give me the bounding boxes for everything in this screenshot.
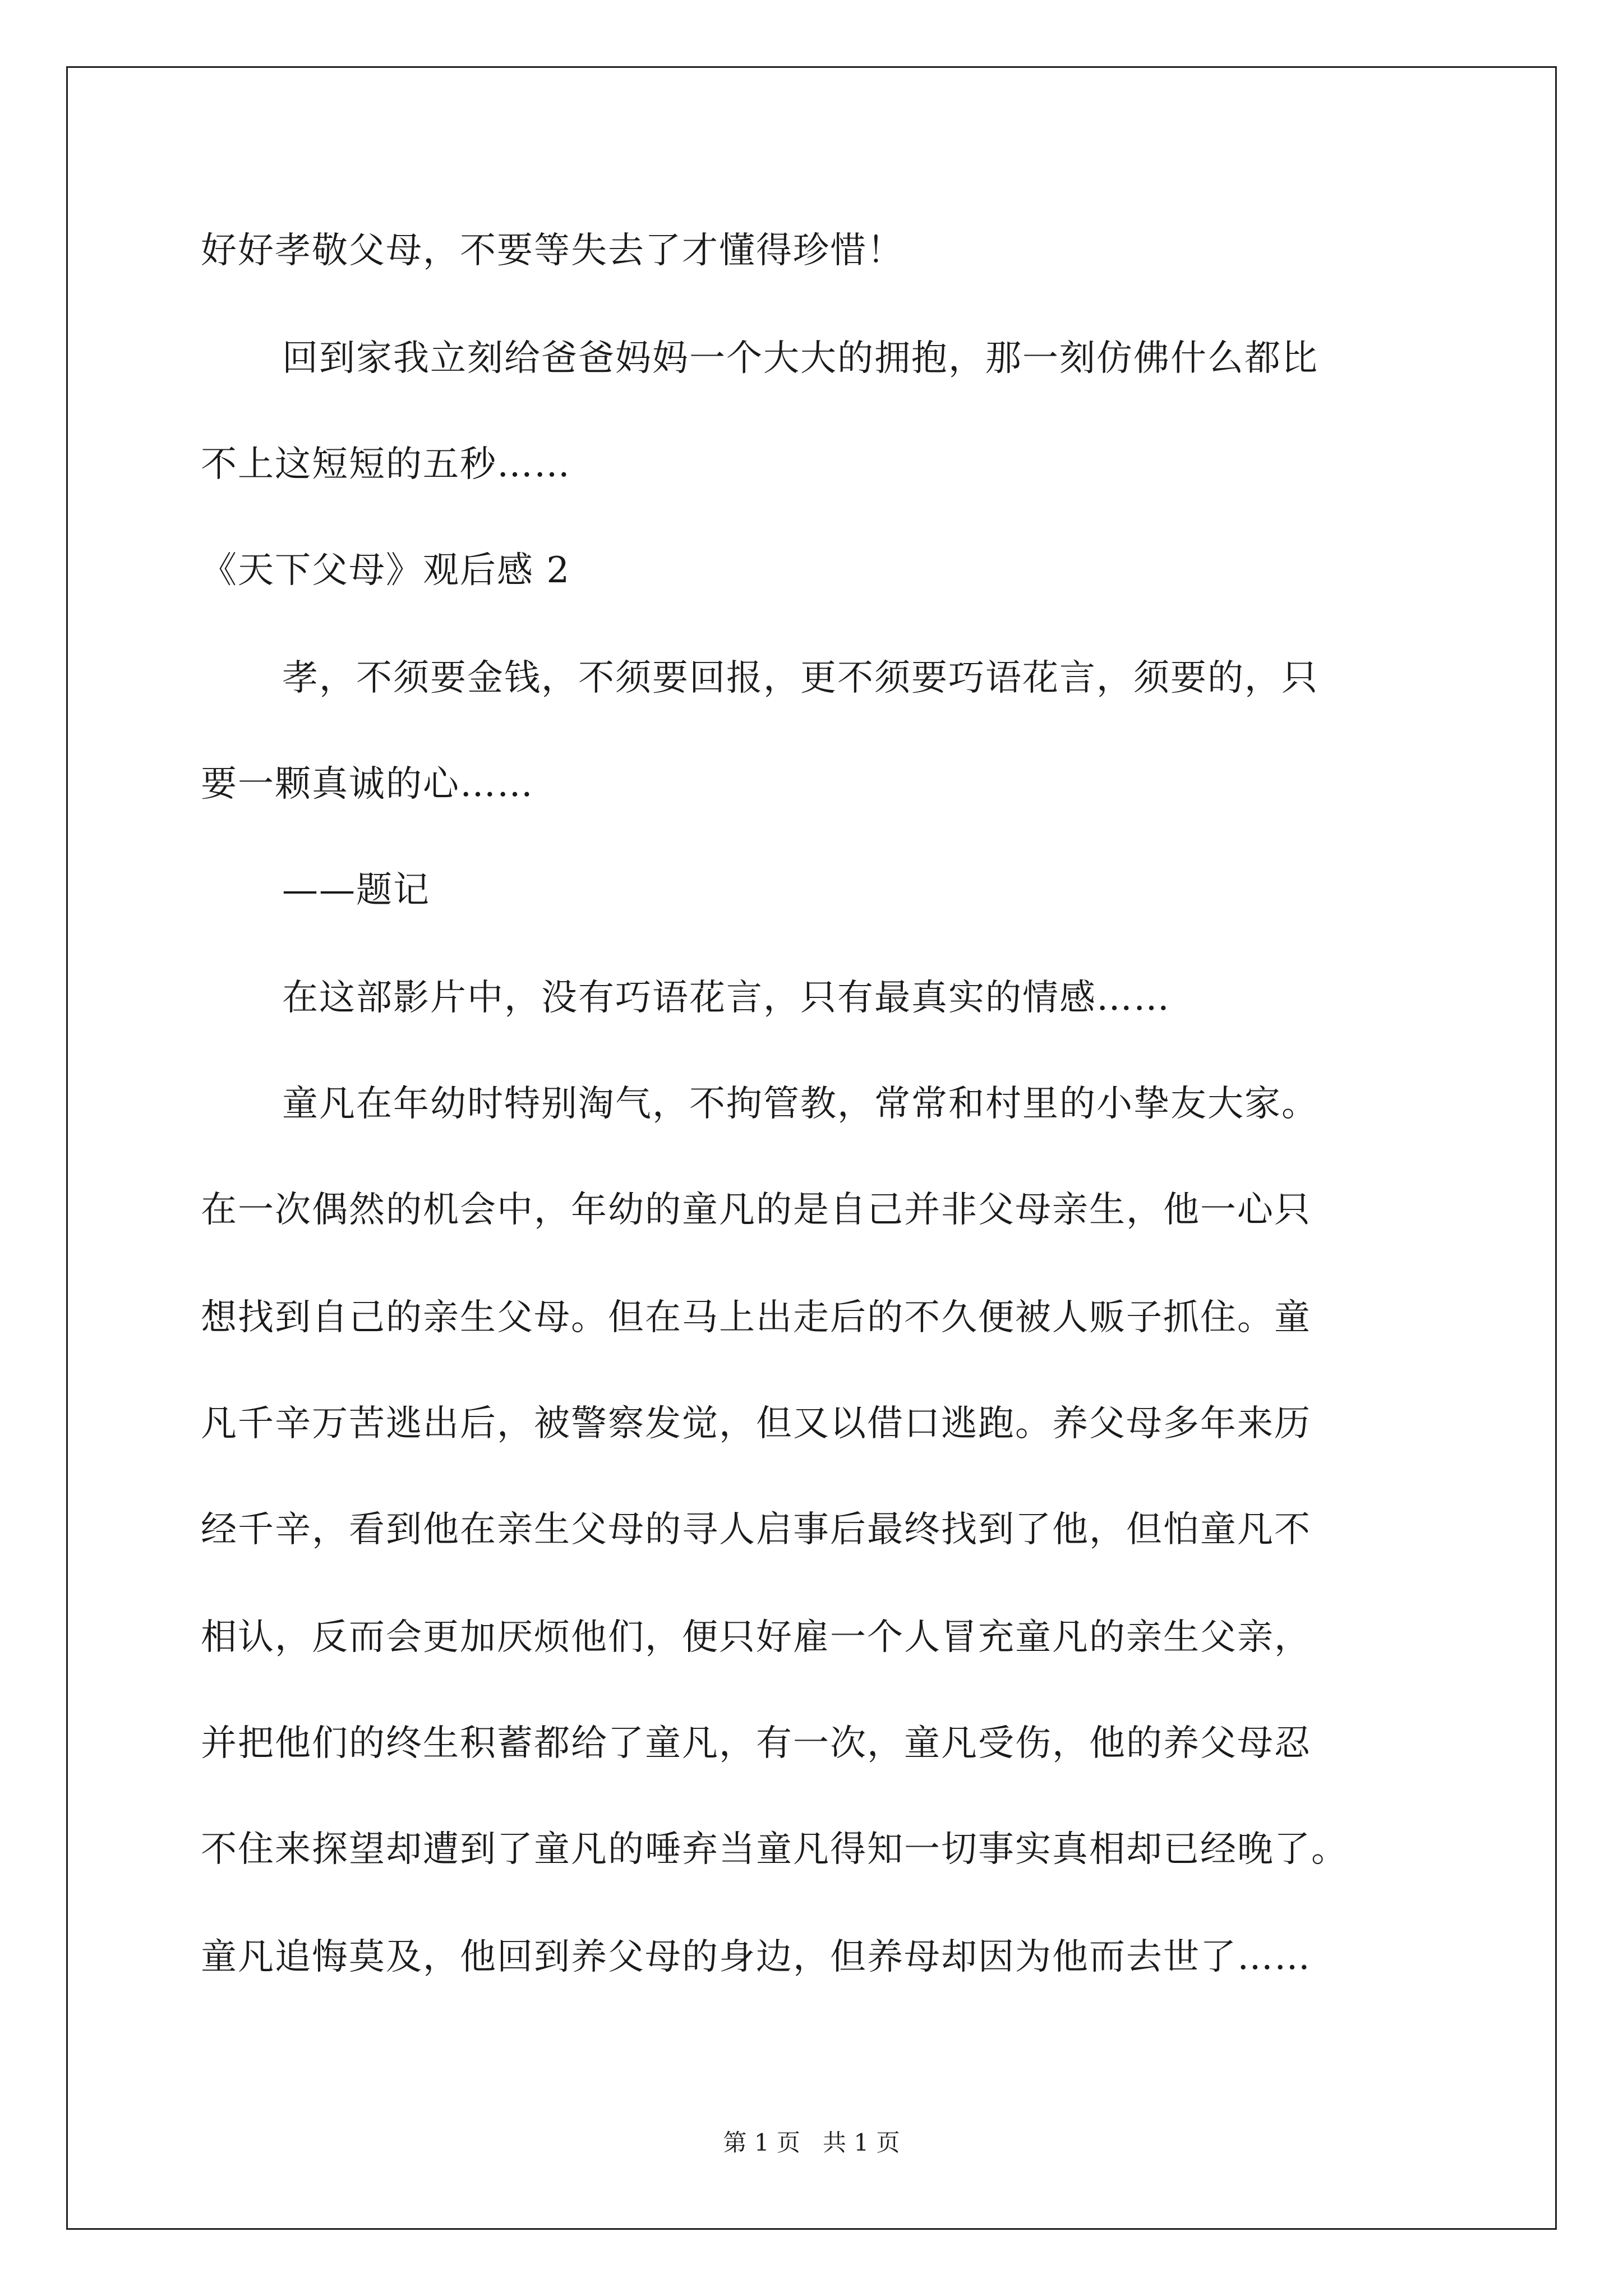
paragraph-line: 不上这短短的五秒…… xyxy=(201,444,571,485)
paragraph-line: 要一颗真诚的心…… xyxy=(201,763,534,805)
section-heading: 《天下父母》观后感 2 xyxy=(201,550,571,591)
paragraph-line: 好好孝敬父母，不要等失去了才懂得珍惜！ xyxy=(201,230,904,272)
paragraph-line: 在一次偶然的机会中，年幼的童凡的是自己并非父母亲生，他一心只 xyxy=(201,1189,1311,1231)
paragraph-line: 童凡追悔莫及，他回到养父母的身边，但养母却因为他而去世了…… xyxy=(201,1936,1311,1978)
page-footer: 第 1 页 共 1 页 xyxy=(723,2129,900,2156)
paragraph-line: 相认，反而会更加厌烦他们，便只好雇一个人冒充童凡的亲生父亲， xyxy=(201,1617,1311,1658)
paragraph-line: 凡千辛万苦逃出后，被警察发觉，但又以借口逃跑。养父母多年来历 xyxy=(201,1403,1311,1444)
paragraph-line: 并把他们的终生积蓄都给了童凡，有一次，童凡受伤，他的养父母忍 xyxy=(201,1723,1311,1764)
paragraph-line: 想找到自己的亲生父母。但在马上出走后的不久便被人贩子抓住。童 xyxy=(201,1297,1311,1338)
paragraph-line: 在这部影片中，没有巧语花言，只有最真实的情感…… xyxy=(282,977,1170,1019)
paragraph-line: 经千辛，看到他在亲生父母的寻人启事后最终找到了他，但怕童凡不 xyxy=(201,1509,1311,1550)
epigraph-attribution: ——题记 xyxy=(282,869,430,911)
paragraph-line: 童凡在年幼时特别淘气，不拘管教，常常和村里的小挚友大家。 xyxy=(282,1083,1318,1125)
page-border xyxy=(66,66,1557,2230)
paragraph-line: 孝，不须要金钱，不须要回报，更不须要巧语花言，须要的，只 xyxy=(282,657,1318,699)
paragraph-line: 回到家我立刻给爸爸妈妈一个大大的拥抱，那一刻仿佛什么都比 xyxy=(282,338,1318,379)
paragraph-line: 不住来探望却遭到了童凡的唾弃当童凡得知一切事实真相却已经晚了。 xyxy=(201,1829,1348,1870)
